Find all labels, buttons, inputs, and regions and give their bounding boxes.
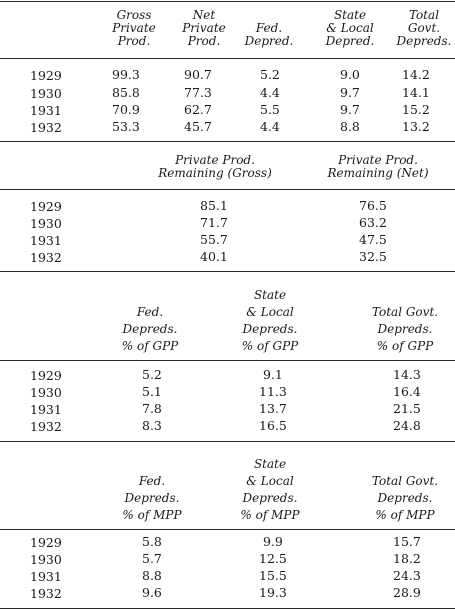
header-line: & Local <box>246 474 294 488</box>
header-line: Fed. <box>138 474 166 488</box>
table2-cell: 76.5 <box>359 198 387 213</box>
table4-cell: 5.8 <box>142 534 162 549</box>
header-line: Remaining (Gross) <box>158 166 272 180</box>
table1-header-state-local-depred <box>318 9 382 48</box>
header-line: % of GPP <box>241 339 299 353</box>
table2-cell: 55.7 <box>200 232 228 247</box>
table1-header-gross-private-prod <box>104 9 164 48</box>
table1-header-net-private-prod <box>174 9 234 48</box>
header-line: Net <box>192 8 216 22</box>
table3-header-total-govt-depreds-gpp <box>360 304 450 355</box>
table4-bottom-rule <box>0 608 455 609</box>
table1-header-fed-depred <box>237 22 301 48</box>
table4-cell: 24.3 <box>393 568 421 583</box>
table2-cell: 63.2 <box>359 215 387 230</box>
table1-year: 1931 <box>30 103 62 118</box>
table3-year: 1929 <box>30 368 62 383</box>
table4-year: 1930 <box>30 552 62 567</box>
header-line: Remaining (Net) <box>327 166 429 180</box>
table3-cell: 5.2 <box>142 367 162 382</box>
header-line: Fed. <box>136 305 164 319</box>
table1-year: 1929 <box>30 68 62 83</box>
table1-cell: 15.2 <box>402 102 430 117</box>
header-line: Fed. <box>255 21 283 35</box>
table2-cell: 85.1 <box>200 198 228 213</box>
table4-cell: 15.7 <box>393 534 421 549</box>
table3-cell: 7.8 <box>142 401 162 416</box>
table3-header-fed-depreds-gpp <box>110 304 190 355</box>
header-line: % of MPP <box>240 508 300 522</box>
table3-cell: 13.7 <box>259 401 287 416</box>
table1-cell: 13.2 <box>402 119 430 134</box>
table3-cell: 11.3 <box>259 384 287 399</box>
table1-header-total-govt-depreds <box>392 9 455 48</box>
table4-header-fed-depreds-mpp <box>110 473 194 524</box>
table4-cell: 19.3 <box>259 585 287 600</box>
header-line: Total Govt. <box>371 305 439 319</box>
table2-cell: 32.5 <box>359 249 387 264</box>
table1-cell: 90.7 <box>184 67 212 82</box>
table4-cell: 8.8 <box>142 568 162 583</box>
table2-bottom-rule <box>0 271 455 272</box>
header-line: & Local <box>246 305 294 319</box>
table1-cell: 53.3 <box>112 119 140 134</box>
table4-header-state-local-depreds-mpp <box>226 456 314 524</box>
table1-cell: 45.7 <box>184 119 212 134</box>
header-line: State <box>253 457 287 471</box>
table4-header-total-govt-depreds-mpp <box>360 473 450 524</box>
table2-header-remaining-gross <box>150 154 280 180</box>
table3-year: 1932 <box>30 419 62 434</box>
table1-cell: 4.4 <box>260 85 280 100</box>
table4-cell: 5.7 <box>142 551 162 566</box>
table4-header-rule <box>0 529 455 530</box>
header-line: Depreds. <box>396 34 452 48</box>
table1-cell: 14.1 <box>402 85 430 100</box>
table3-bottom-rule <box>0 441 455 442</box>
table1-cell: 9.0 <box>340 67 360 82</box>
header-line: Depred. <box>244 34 294 48</box>
table4-year: 1932 <box>30 586 62 601</box>
table2-cell: 47.5 <box>359 232 387 247</box>
table1-cell: 62.7 <box>184 102 212 117</box>
table2-header-remaining-net <box>318 154 438 180</box>
header-line: % of GPP <box>121 339 179 353</box>
table4-year: 1929 <box>30 535 62 550</box>
table3-header-state-local-depreds-gpp <box>228 287 312 355</box>
table3-header-rule <box>0 360 455 361</box>
header-line: Private <box>112 21 156 35</box>
header-line: Prod. <box>187 34 221 48</box>
header-line: Private Prod. <box>338 153 418 167</box>
table1-header-rule <box>0 58 455 59</box>
table4-cell: 12.5 <box>259 551 287 566</box>
table2-year: 1932 <box>30 250 62 265</box>
table3-cell: 16.5 <box>259 418 287 433</box>
header-line: % of MPP <box>122 508 182 522</box>
table2-header-rule <box>0 189 455 190</box>
table1-cell: 70.9 <box>112 102 140 117</box>
table3-cell: 9.1 <box>263 367 283 382</box>
header-line: % of MPP <box>375 508 435 522</box>
table4-cell: 15.5 <box>259 568 287 583</box>
table2-year: 1929 <box>30 199 62 214</box>
header-line: Depred. <box>325 34 375 48</box>
header-line: Prod. <box>117 34 151 48</box>
header-line: Depreds. <box>377 322 433 336</box>
table3-year: 1931 <box>30 402 62 417</box>
table4-cell: 28.9 <box>393 585 421 600</box>
header-line: Govt. <box>407 21 441 35</box>
header-line: Private <box>182 21 226 35</box>
header-line: Depreds. <box>124 491 180 505</box>
table1-top-rule <box>0 1 455 2</box>
table1-cell: 9.7 <box>340 85 360 100</box>
header-line: Depreds. <box>242 491 298 505</box>
table2-cell: 40.1 <box>200 249 228 264</box>
table1-cell: 4.4 <box>260 119 280 134</box>
table4-cell: 9.9 <box>263 534 283 549</box>
header-line: Depreds. <box>377 491 433 505</box>
table1-bottom-rule <box>0 141 455 142</box>
table1-cell: 77.3 <box>184 85 212 100</box>
table4-cell: 18.2 <box>393 551 421 566</box>
table1-cell: 99.3 <box>112 67 140 82</box>
table1-cell: 5.2 <box>260 67 280 82</box>
header-line: Gross <box>116 8 152 22</box>
header-line: State <box>253 288 287 302</box>
header-line: Private Prod. <box>175 153 255 167</box>
table1-cell: 8.8 <box>340 119 360 134</box>
table1-cell: 85.8 <box>112 85 140 100</box>
table4-cell: 9.6 <box>142 585 162 600</box>
table1-cell: 9.7 <box>340 102 360 117</box>
table3-cell: 14.3 <box>393 367 421 382</box>
table3-cell: 8.3 <box>142 418 162 433</box>
table2-year: 1931 <box>30 233 62 248</box>
table3-cell: 16.4 <box>393 384 421 399</box>
table3-year: 1930 <box>30 385 62 400</box>
table3-cell: 21.5 <box>393 401 421 416</box>
table2-cell: 71.7 <box>200 215 228 230</box>
table2-year: 1930 <box>30 216 62 231</box>
header-line: Depreds. <box>242 322 298 336</box>
table1-cell: 5.5 <box>260 102 280 117</box>
header-line: & Local <box>326 21 374 35</box>
header-line: Total <box>408 8 440 22</box>
table3-cell: 5.1 <box>142 384 162 399</box>
table1-cell: 14.2 <box>402 67 430 82</box>
table4-year: 1931 <box>30 569 62 584</box>
header-line: State <box>333 8 367 22</box>
header-line: Depreds. <box>122 322 178 336</box>
table3-cell: 24.8 <box>393 418 421 433</box>
table1-year: 1932 <box>30 120 62 135</box>
table1-year: 1930 <box>30 86 62 101</box>
header-line: % of GPP <box>376 339 434 353</box>
header-line: Total Govt. <box>371 474 439 488</box>
